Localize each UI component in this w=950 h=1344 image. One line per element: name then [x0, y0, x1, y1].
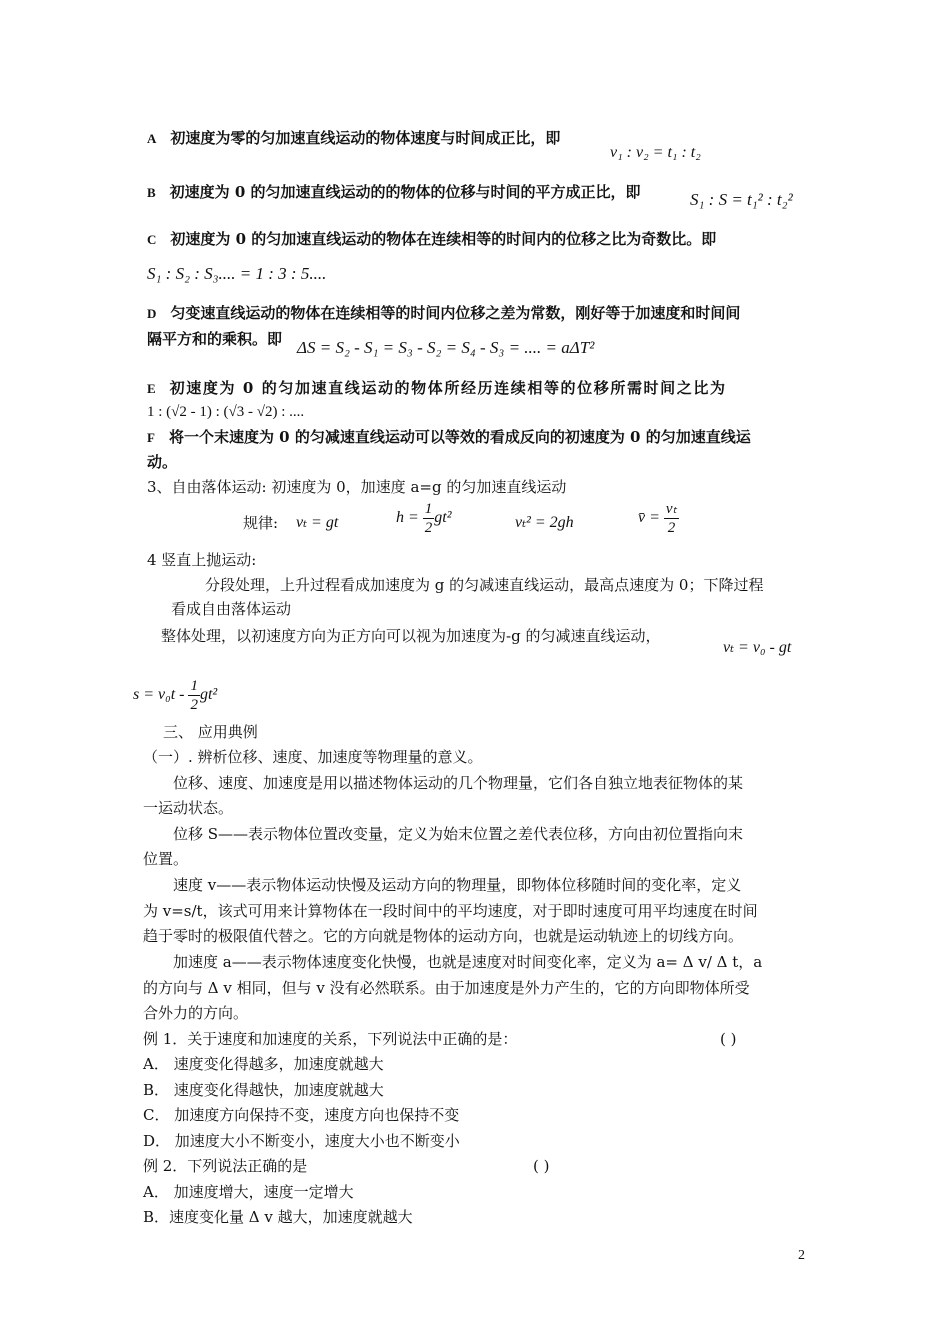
section3-p4c: 合外力的方向。 — [143, 1004, 249, 1022]
item-f — [147, 426, 751, 449]
item-e — [147, 377, 727, 400]
free-fall-law-label: 规律: — [243, 514, 279, 532]
formula-h-rhs: gt² — [434, 509, 452, 527]
section3-p2b: 位置。 — [143, 850, 189, 868]
item-c-formula: S₁ : S₂ : S₃.... = 1 : 3 : 5.... — [147, 264, 327, 283]
section3-p2a: 位移 S——表示物体位置改变量，定义为始末位置之差代表位移，方向由初位置指向末 — [173, 825, 744, 843]
page-number: 2 — [798, 1248, 805, 1263]
item-e-label: E — [147, 381, 156, 396]
item-b-formula: S₁ : S = t₁² : t₂² — [690, 190, 793, 209]
item-d-label: D — [147, 306, 157, 321]
example2-option-a: A． 加速度增大，速度一定增大 — [143, 1183, 354, 1201]
item-e-formula: 1 : (√2 - 1) : (√3 - √2) : .... — [147, 404, 305, 420]
item-d-text1: 匀变速直线运动的物体在连续相等的时间内位移之差为常数，刚好等于加速度和时间间 — [170, 304, 741, 322]
section3-p4b: 的方向与 Δ v 相同，但与 v 没有必然联系。由于加速度是外力产生的，它的方向即物体所受 — [143, 979, 750, 997]
formula-s-den: 2 — [190, 697, 198, 713]
item-c — [147, 228, 716, 251]
item-b-text: 初速度为 0 的匀加速直线运动的的物体的位移与时间的平方成正比，即 — [169, 183, 641, 201]
item-f-text2: 动。 — [147, 453, 178, 471]
formula-vavg-lhs: v̄ = — [638, 509, 664, 527]
section3-p1a: 位移、速度、加速度是用以描述物体运动的几个物理量，它们各自独立地表征物体的某 — [173, 774, 744, 792]
section3-heading: 三、 应用典例 — [163, 723, 258, 741]
item-a-text: 初速度为零的匀加速直线运动的物体速度与时间成正比，即 — [170, 129, 561, 147]
vertical-throw-seg2: 看成自由落体运动 — [171, 600, 292, 618]
formula-h-den: 2 — [424, 520, 433, 536]
vertical-throw-formula-s — [133, 677, 217, 714]
section3-sub1: （一）. 辨析位移、速度、加速度等物理量的意义。 — [143, 748, 483, 766]
formula-s-rhs: gt² — [199, 686, 218, 704]
formula-h-fraction — [423, 500, 435, 537]
example1-option-d: D． 加速度大小不断变小，速度大小也不断变小 — [143, 1132, 460, 1150]
section3-p3b: 为 v=s/t，该式可用来计算物体在一段时间中的平均速度，对于即时速度可用平均速度在时间 — [143, 902, 758, 920]
free-fall-formula-h — [396, 500, 452, 537]
section3-p4a: 加速度 a——表示物体速度变化快慢，也就是速度对时间变化率，定义为 a= Δ v/ Δ t，a — [173, 953, 763, 971]
example1-option-b: B． 速度变化得越快，加速度就越大 — [143, 1081, 384, 1099]
item-b — [147, 181, 641, 204]
example1-stem: 例 1．关于速度和加速度的关系，下列说法中正确的是： — [143, 1030, 518, 1048]
formula-vavg-den: 2 — [667, 520, 676, 536]
free-fall-formula-vavg — [638, 500, 679, 537]
formula-h-lhs: h = — [396, 509, 423, 527]
item-d-formula: ΔS = S₂ - S₁ = S₃ - S₂ = S₄ - S₃ = .... = aΔT² — [297, 338, 595, 357]
item-e-text: 初速度为 0 的匀加速直线运动的物体所经历连续相等的位移所需时间之比为 — [169, 379, 727, 397]
item-f-label: F — [147, 430, 155, 445]
example2-answer-paren: ( ) — [533, 1157, 550, 1175]
item-f-text1: 将一个末速度为 0 的匀减速直线运动可以等效的看成反向的初速度为 0 的匀加速直线运 — [168, 428, 751, 446]
free-fall-formula-v: vₜ = gt — [296, 514, 339, 531]
section3-p3c: 趋于零时的极限值代替之。它的方向就是物体的运动方向，也就是运动轨迹上的切线方向。 — [143, 927, 744, 945]
section3-p1b: 一运动状态。 — [143, 799, 234, 817]
formula-s-num: 1 — [190, 678, 198, 694]
formula-h-num: 1 — [424, 501, 433, 517]
formula-vavg-num: vₜ — [665, 501, 677, 517]
item-d — [147, 302, 740, 325]
example2-option-b: B．速度变化量 Δ v 越大，加速度就越大 — [143, 1208, 413, 1226]
item-b-label: B — [147, 185, 156, 200]
vertical-throw-seg1: 分段处理，上升过程看成加速度为 g 的匀减速直线运动，最高点速度为 0；下降过程 — [205, 576, 764, 594]
vertical-throw-title: 4 竖直上抛运动: — [147, 551, 257, 569]
formula-vavg-fraction — [664, 500, 679, 537]
free-fall-title: 3、自由落体运动: 初速度为 0，加速度 a=g 的匀加速直线运动 — [147, 478, 567, 496]
example1-option-a: A． 速度变化得越多，加速度就越大 — [143, 1055, 384, 1073]
section3-p3a: 速度 v——表示物体运动快慢及运动方向的物理量，即物体位移随时间的变化率，定义 — [173, 876, 742, 894]
item-a-formula: v₁ : v₂ = t₁ : t₂ — [610, 144, 701, 161]
item-a-label: A — [147, 131, 157, 146]
vertical-throw-formula-v: vₜ = v₀ - gt — [723, 639, 792, 656]
formula-s-lhs: s = v₀t - — [133, 686, 189, 704]
example1-option-c: C． 加速度方向保持不变，速度方向也保持不变 — [143, 1106, 460, 1124]
example2-stem: 例 2．下列说法正确的是 — [143, 1157, 308, 1175]
item-a — [147, 127, 560, 150]
vertical-throw-whole: 整体处理，以初速度方向为正方向可以视为加速度为-g 的匀减速直线运动， — [161, 627, 661, 645]
item-d-text2: 隔平方和的乘积。即 — [147, 330, 283, 348]
example1-answer-paren: ( ) — [720, 1030, 737, 1048]
item-c-label: C — [147, 232, 157, 247]
formula-s-fraction — [188, 677, 200, 714]
item-c-text: 初速度为 0 的匀加速直线运动的物体在连续相等的时间内的位移之比为奇数比。即 — [170, 230, 717, 248]
free-fall-formula-v2: vₜ² = 2gh — [515, 514, 574, 531]
